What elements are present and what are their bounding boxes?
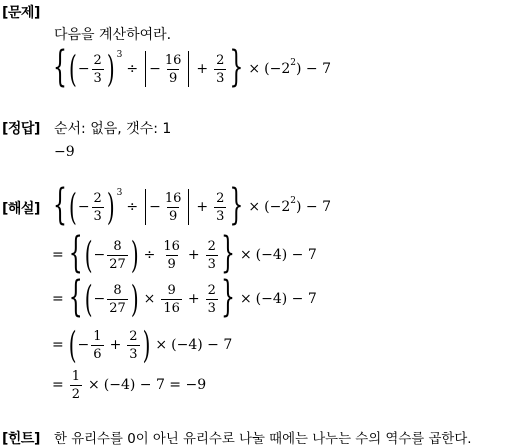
exponent-3: 3 bbox=[116, 50, 123, 60]
plus-sign: + bbox=[196, 61, 209, 77]
minus-sign: − bbox=[149, 61, 161, 77]
fraction-2-3: $\frac{2}{3}$ bbox=[216, 52, 225, 86]
times-sign: × bbox=[248, 61, 261, 77]
problem-expression: { ( − $\frac{2}{3}$ ) 3 ÷ − $\frac{16}{9}$ + $\frac{2}{3}$ } × (−2 2 ) − 7 bbox=[53, 44, 331, 92]
divide-sign: ÷ bbox=[126, 61, 139, 77]
minus-sign: − bbox=[77, 61, 90, 77]
left-brace: { bbox=[53, 44, 67, 92]
solution-line-4: = ( − $\frac{1}{6}$ + $\frac{2}{3}$ ) × (−4) − 7 bbox=[52, 323, 233, 367]
right-brace: } bbox=[229, 44, 244, 92]
hint-text: 한 유리수를 0이 아닌 유리수로 나눌 때에는 나누는 수의 역수를 곱한다. bbox=[54, 432, 472, 447]
solution-label: [해설] bbox=[2, 201, 40, 217]
solution-line-1: { ( − $\frac{2}{3}$ ) 3 ÷ − $\frac{16}{9}$ + $\frac{2}{3}$ } × (−2 2 ) − 7 bbox=[53, 182, 331, 230]
hint-label: [힌트] bbox=[2, 431, 40, 447]
right-paren: ) bbox=[106, 47, 115, 91]
answer-value: −9 bbox=[54, 144, 75, 160]
problem-instruction: 다음을 계산하여라. bbox=[54, 27, 172, 43]
fraction-2-3: $\frac{2}{3}$ bbox=[93, 52, 102, 86]
solution-line-3: = { ( − $\frac{8}{27}$ ) × $\frac{9}{16}$ + $\frac{2}{3}$ } × (−4) − 7 bbox=[52, 274, 317, 322]
answer-meta: 순서: 없음, 갯수: 1 bbox=[54, 121, 172, 137]
solution-line-5: = $\frac{1}{2}$ × (−4) − 7 = −9 bbox=[52, 368, 207, 402]
answer-label: [정답] bbox=[2, 121, 40, 137]
fraction-16-9: $\frac{16}{9}$ bbox=[164, 52, 182, 86]
left-paren: ( bbox=[69, 47, 77, 91]
tail-term: (−2 bbox=[264, 61, 291, 77]
abs-bar-right bbox=[188, 51, 189, 87]
solution-line-2: = { ( − $\frac{8}{27}$ ) ÷ $\frac{16}{9}$ + $\frac{2}{3}$ } × (−4) − 7 bbox=[52, 230, 317, 278]
abs-bar-left bbox=[145, 51, 146, 87]
problem-label: [문제] bbox=[2, 5, 40, 21]
